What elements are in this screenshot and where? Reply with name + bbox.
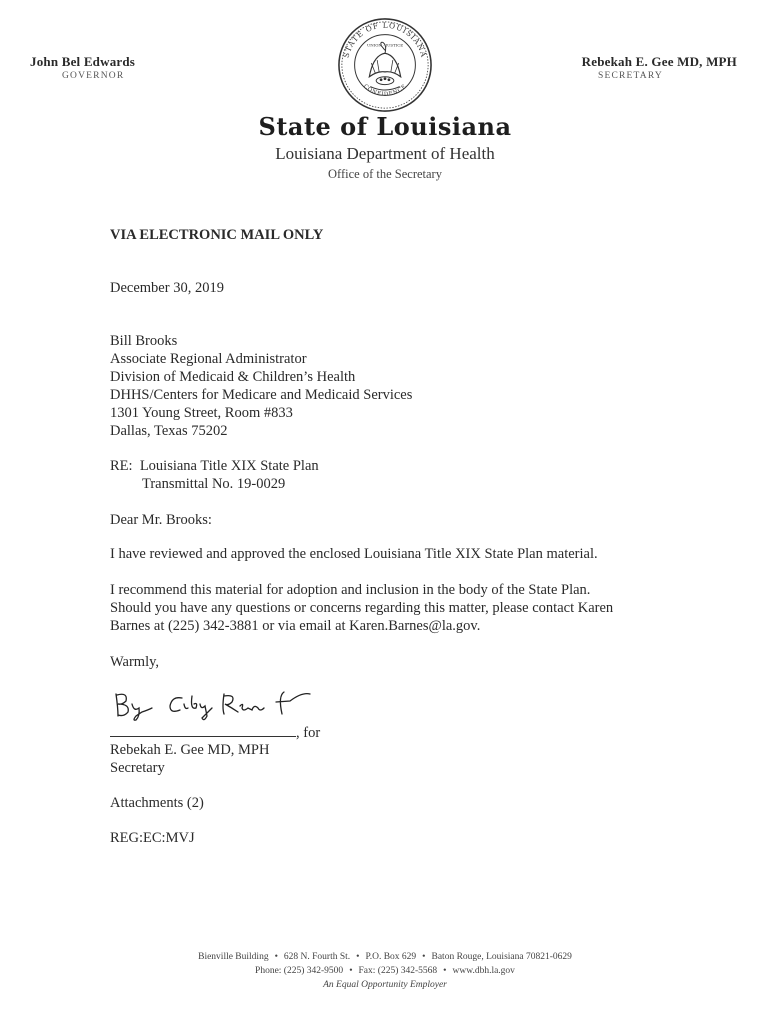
seal-bottom-text: CONFIDENCE: [362, 83, 408, 98]
footer-fax: Fax: (225) 342-5568: [358, 966, 438, 976]
state-seal-icon: [336, 16, 434, 114]
letter-date: December 30, 2019: [110, 280, 224, 296]
recipient-line: Bill Brooks: [110, 333, 178, 349]
footer-building: Bienville Building: [198, 952, 269, 962]
signer-title: Secretary: [110, 760, 165, 776]
governor-name: John Bel Edwards: [30, 54, 136, 69]
governor-title: GOVERNOR: [62, 71, 125, 81]
recipient-line: Associate Regional Administrator: [110, 351, 307, 367]
paragraph-line: I recommend this material for adoption and inclusion in the body of the State Plan.: [110, 582, 591, 598]
footer-po-box: P.O. Box 629: [365, 952, 417, 962]
paragraph-recommendation: [110, 581, 613, 635]
subject-block: [110, 457, 319, 493]
footer-bullet: •: [422, 952, 426, 962]
signature-rule: [110, 724, 296, 737]
equal-opportunity-statement: An Equal Opportunity Employer: [323, 980, 447, 990]
paragraph-line: Barnes at (225) 342-3881 or via email at Karen.Barnes@la.gov.: [110, 618, 481, 634]
seal-inner-text: UNION · JUSTICE: [366, 42, 404, 48]
footer-bullet: •: [443, 966, 447, 976]
reference-initials: REG:EC:MVJ: [110, 830, 195, 846]
delivery-method: VIA ELECTRONIC MAIL ONLY: [110, 227, 324, 243]
handwritten-signature: [112, 686, 312, 726]
recipient-line: DHHS/Centers for Medicare and Medicaid Services: [110, 387, 413, 403]
seal-top-text: STATE OF LOUISIANA: [341, 20, 429, 59]
subject-line: Louisiana Title XIX State Plan: [139, 458, 319, 474]
paragraph-line: Should you have any questions or concerns regarding this matter, please contact Karen: [110, 600, 614, 616]
closing: Warmly,: [110, 654, 160, 670]
footer-contact: [0, 966, 770, 976]
recipient-line: Dallas, Texas 75202: [110, 423, 228, 439]
signature-line: [110, 724, 320, 742]
subject-label: RE:: [110, 458, 133, 474]
signature-suffix: , for: [296, 725, 321, 741]
footer-address: [0, 952, 770, 962]
recipient-line: Division of Medicaid & Children’s Health: [110, 369, 356, 385]
department-name: Louisiana Department of Health: [275, 144, 495, 163]
attachments-note: Attachments (2): [110, 795, 204, 811]
salutation: Dear Mr. Brooks:: [110, 512, 212, 528]
footer-website-link[interactable]: www.dbh.la.gov: [452, 966, 515, 976]
signer-name: Rebekah E. Gee MD, MPH: [110, 742, 270, 758]
subject-line: Transmittal No. 19-0029: [142, 476, 286, 492]
footer-bullet: •: [274, 952, 278, 962]
footer-bullet: •: [356, 952, 360, 962]
state-title: State of Louisiana: [258, 112, 512, 141]
paragraph-approval: I have reviewed and approved the enclosed Louisiana Title XIX State Plan material.: [110, 546, 598, 562]
secretary-name: Rebekah E. Gee MD, MPH: [581, 54, 737, 69]
recipient-line: 1301 Young Street, Room #833: [110, 405, 293, 421]
recipient-address: [110, 332, 412, 440]
footer-city: Baton Rouge, Louisiana 70821-0629: [431, 952, 572, 962]
svg-text:CONFIDENCE: [362, 83, 408, 97]
footer-phone: Phone: (225) 342-9500: [255, 966, 344, 976]
secretary-title: SECRETARY: [598, 71, 663, 81]
office-name: Office of the Secretary: [328, 167, 442, 181]
footer-bullet: •: [349, 966, 353, 976]
footer-street: 628 N. Fourth St.: [283, 952, 351, 962]
